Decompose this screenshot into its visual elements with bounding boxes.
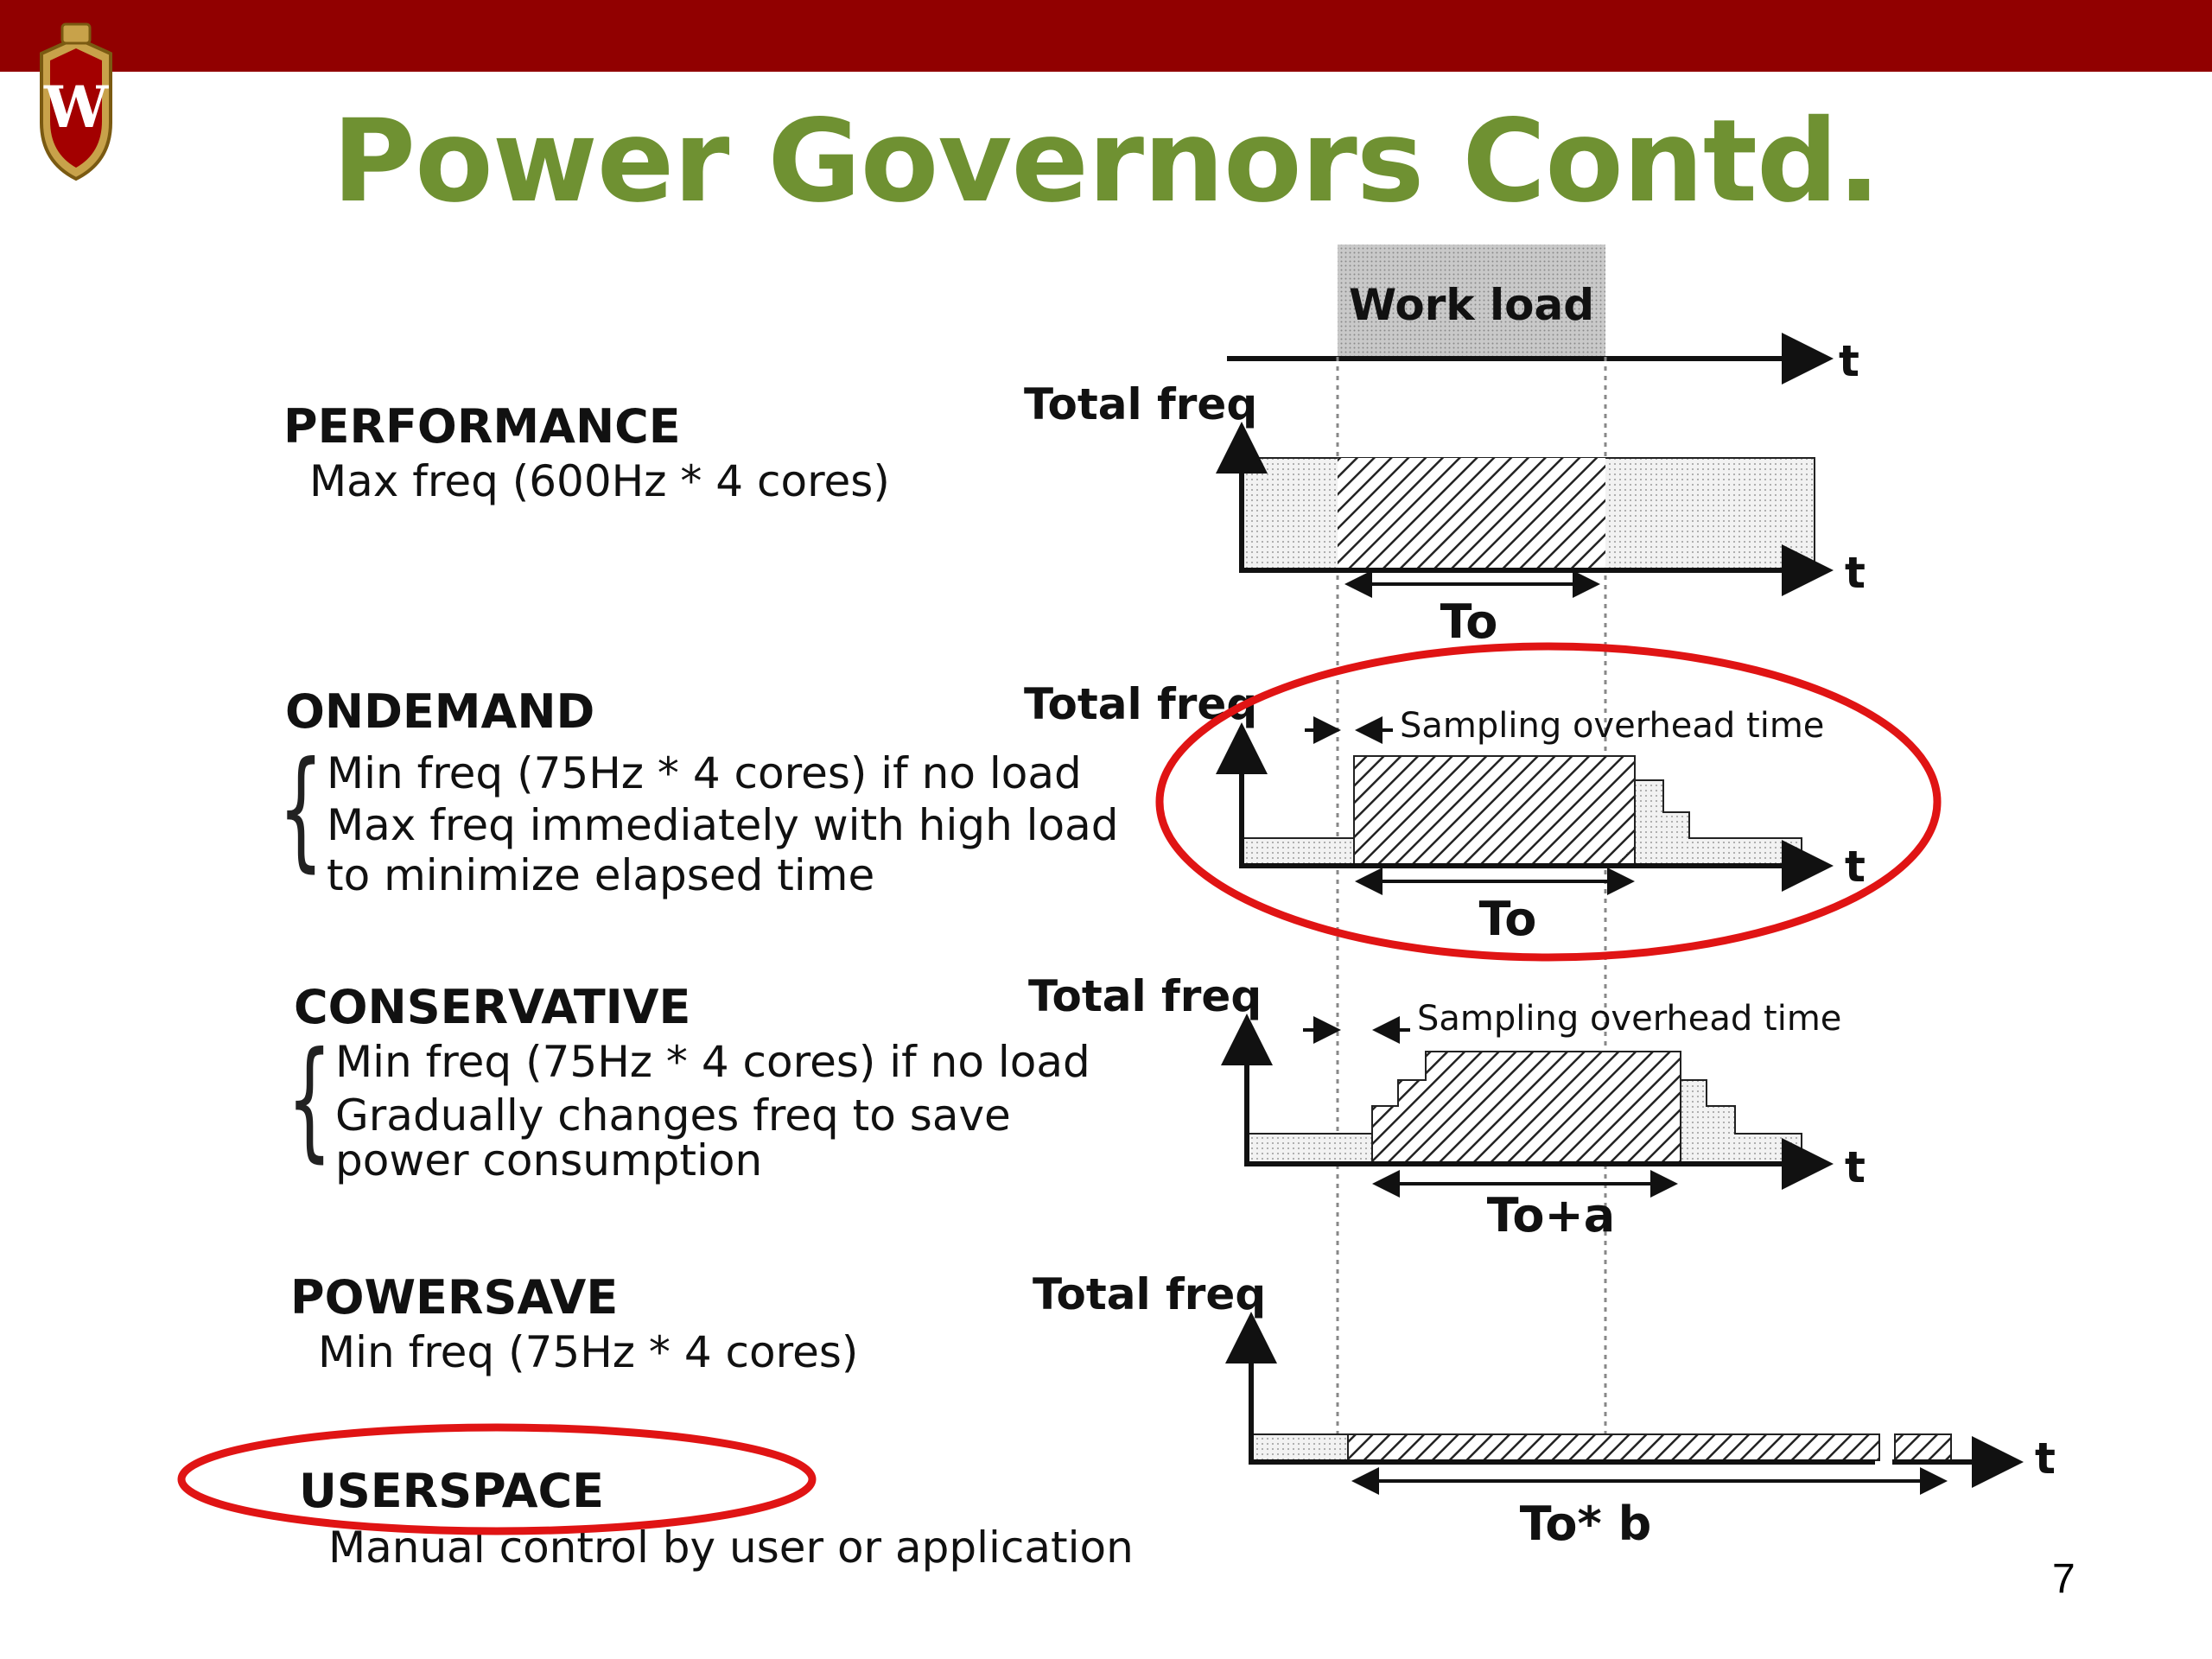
governor-desc-conservative-2: Gradually changes freq to save — [335, 1090, 1011, 1141]
brace-conservative: { — [287, 1025, 333, 1175]
svg-text:W: W — [43, 73, 109, 141]
governor-heading-conservative: CONSERVATIVE — [294, 980, 691, 1034]
governor-desc-powersave: Min freq (75Hz * 4 cores) — [318, 1327, 859, 1377]
governor-desc-conservative-1: Min freq (75Hz * 4 cores) if no load — [335, 1037, 1090, 1087]
governor-heading-powersave: POWERSAVE — [290, 1270, 619, 1325]
yaxis-label-performance: Total freq — [1024, 379, 1258, 429]
powersave-chart — [1249, 1322, 2013, 1481]
duration-label-powersave: To* b — [1519, 1497, 1652, 1551]
axis-t-label-top: t — [1839, 336, 1859, 386]
duration-label-conservative: To+a — [1486, 1188, 1616, 1243]
yaxis-label-ondemand: Total freq — [1024, 679, 1258, 729]
performance-chart — [1239, 432, 1823, 584]
highlight-ellipse-userspace — [181, 1427, 812, 1531]
ondemand-chart — [1239, 730, 1823, 881]
governor-desc-ondemand-2: Max freq immediately with high load — [327, 800, 1119, 850]
governor-heading-performance: PERFORMANCE — [283, 399, 681, 454]
governor-desc-ondemand-3: to minimize elapsed time — [327, 850, 875, 900]
conservative-chart — [1244, 1024, 1823, 1184]
brace-ondemand: { — [278, 734, 324, 885]
governor-desc-conservative-3: power consumption — [335, 1135, 763, 1185]
slide-title: Power Governors Contd. — [332, 95, 1880, 228]
axis-t-label-powersave: t — [2035, 1433, 2056, 1484]
yaxis-label-powersave: Total freq — [1033, 1269, 1267, 1319]
duration-label-performance: To — [1440, 594, 1498, 649]
governor-heading-ondemand: ONDEMAND — [285, 684, 595, 739]
workload-label: Work load — [1348, 280, 1595, 330]
governor-heading-userspace: USERSPACE — [299, 1464, 605, 1518]
axis-t-label-ondemand: t — [1845, 842, 1866, 892]
yaxis-label-conservative: Total freq — [1028, 971, 1262, 1021]
duration-label-ondemand: To — [1478, 892, 1537, 946]
governor-desc-performance: Max freq (600Hz * 4 cores) — [309, 456, 890, 506]
sampling-label-conservative: Sampling overhead time — [1417, 999, 1842, 1039]
axis-t-label-conservative: t — [1845, 1142, 1866, 1192]
page-number: 7 — [2052, 1556, 2075, 1602]
axis-t-label-performance: t — [1845, 548, 1866, 598]
governor-desc-ondemand-1: Min freq (75Hz * 4 cores) if no load — [327, 748, 1082, 798]
sampling-label-ondemand: Sampling overhead time — [1400, 706, 1825, 746]
governor-desc-userspace: Manual control by user or application — [328, 1522, 1134, 1573]
